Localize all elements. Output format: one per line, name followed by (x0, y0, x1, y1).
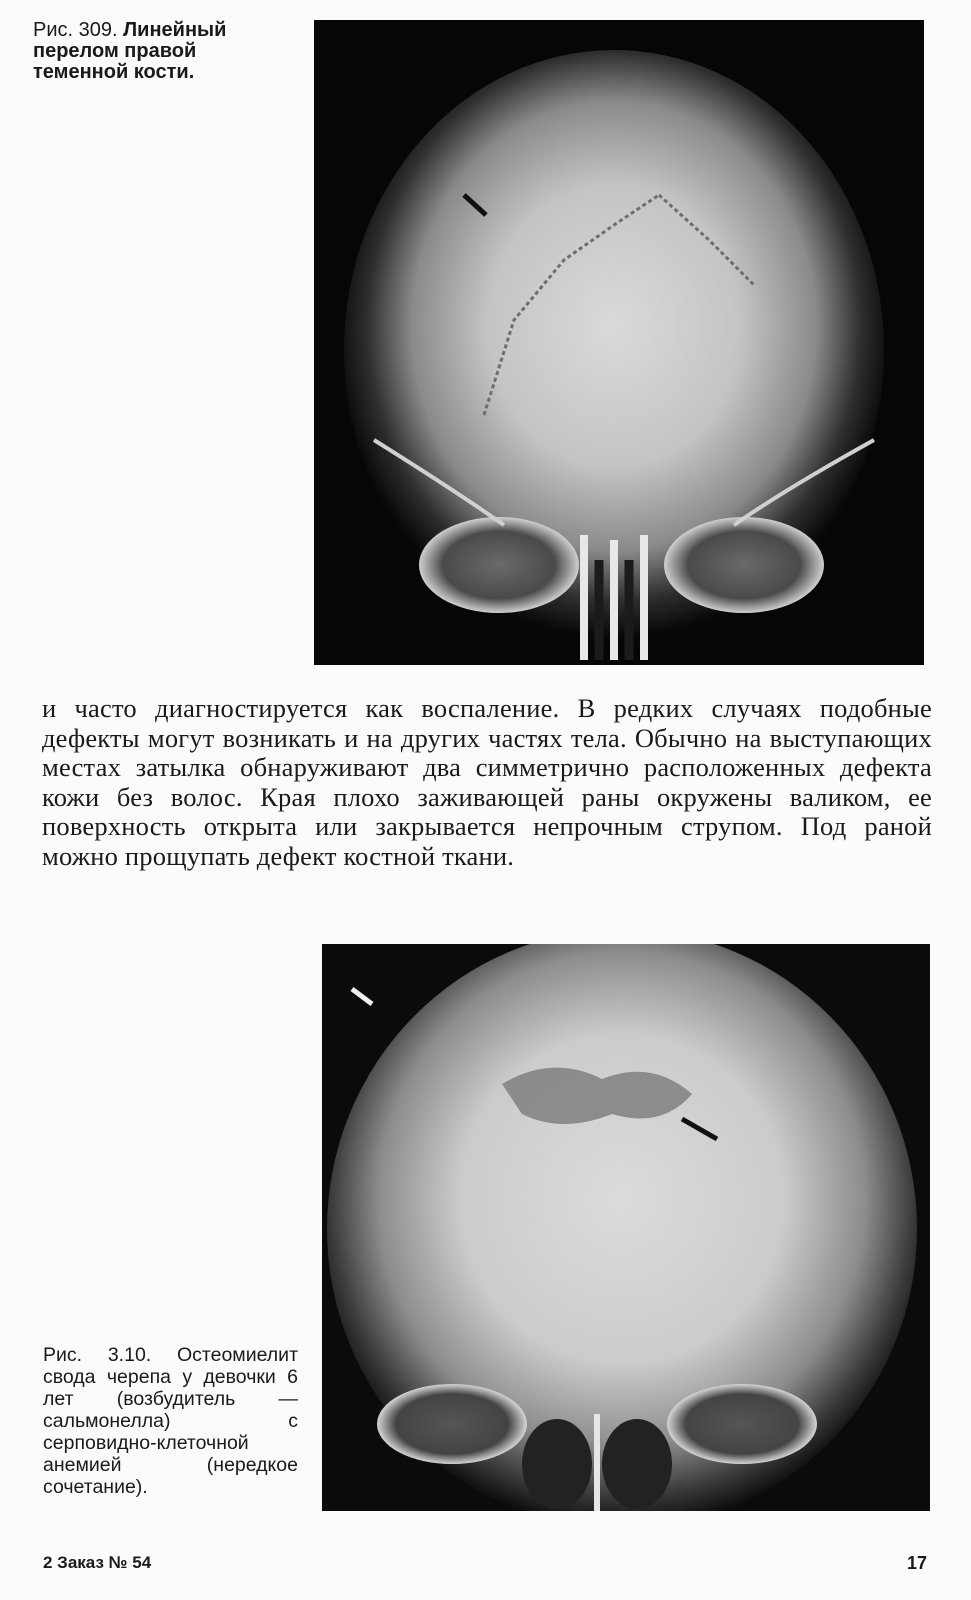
skull-xray-fracture-image (314, 20, 924, 665)
printing-signature: 2 Заказ № 54 (43, 1553, 152, 1572)
figure-309-title: Линейный перелом правой теменной кости. (33, 19, 227, 83)
page-number: 17 (906, 1553, 927, 1573)
figure-3-10-caption: Рис. 3.10. Остеомиелит свода черепа у девочки 6 лет (возбудитель — сальмонелла) с серповидно-клеточной анемией (нередкое сочетание). (43, 1344, 298, 1498)
figure-309-number: Рис. 309. (33, 19, 118, 41)
skull-xray-osteomyelitis-image (322, 944, 930, 1511)
figure-309-caption (33, 20, 283, 83)
body-paragraph: и часто диагностируется как воспаление. В редких случаях подобные дефекты могут возникать и на других частях тела. Обычно на выступающих местах затылка обнаруживают два симметрично расположенных дефекта кожи без волос. Края плохо заживающей раны окружены валиком, ее поверхность открыта или закрывается непрочным струпом. Под раной можно прощупать дефект костной ткани. (42, 693, 932, 871)
